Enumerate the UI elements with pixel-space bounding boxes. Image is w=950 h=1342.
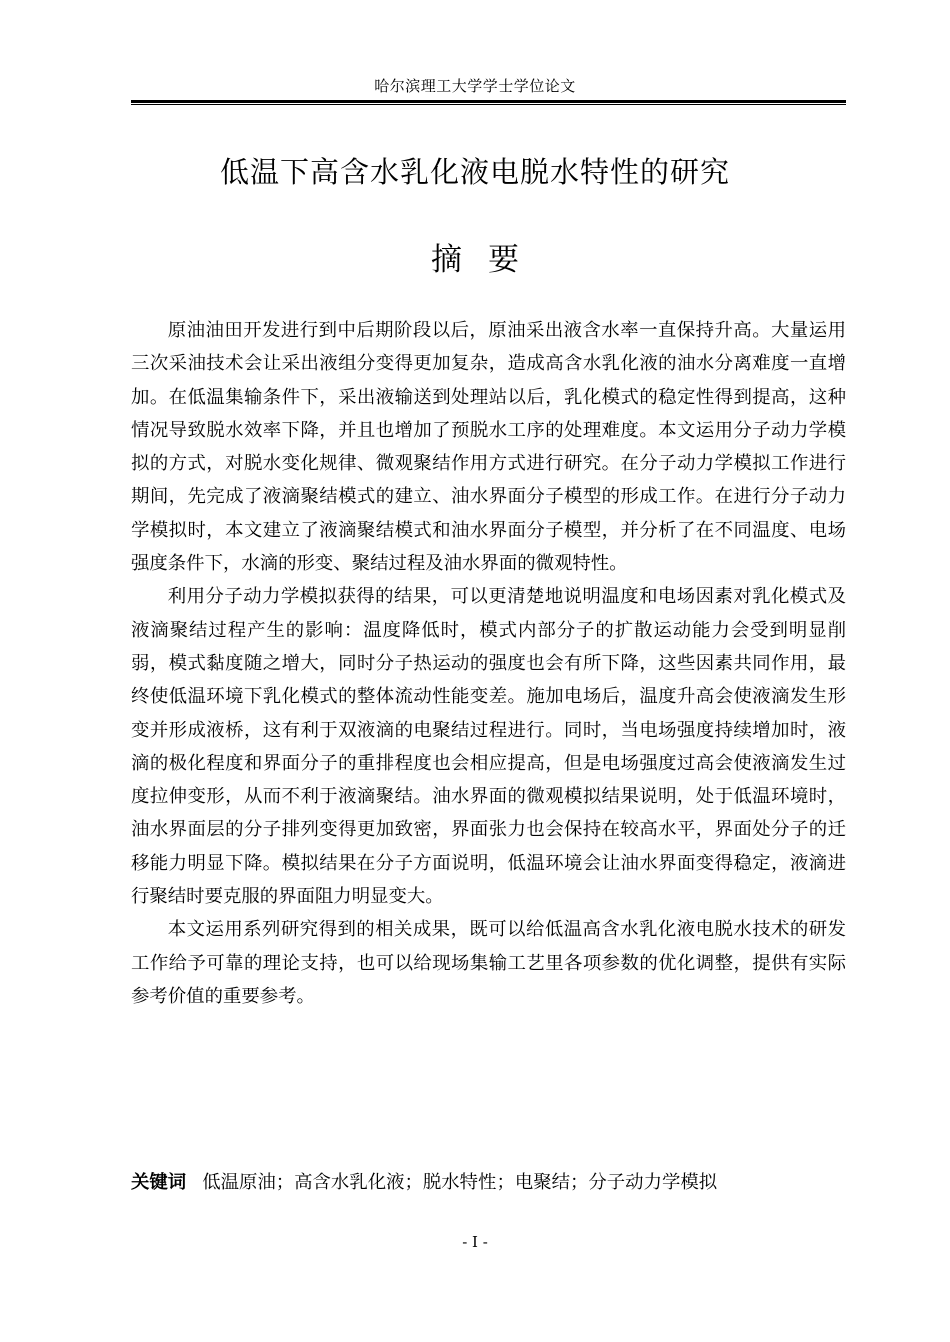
running-header: 哈尔滨理工大学学士学位论文	[374, 77, 576, 95]
abstract-body	[131, 314, 846, 1013]
keywords-list: 低温原油；高含水乳化液；脱水特性；电聚结；分子动力学模拟	[202, 1172, 718, 1193]
header-rule-thick	[131, 100, 846, 103]
abstract-paragraph-3: 本文运用系列研究得到的相关成果，既可以给低温高含水乳化液电脱水技术的研发工作给予可靠的理论支持，也可以给现场集输工艺里各项参数的优化调整，提供有实际参考价值的重要参考。	[131, 919, 846, 1007]
page-number: - I -	[462, 1233, 488, 1251]
keywords-line	[131, 1166, 846, 1199]
thesis-title: 低温下高含水乳化液电脱水特性的研究	[219, 155, 730, 189]
abstract-heading: 摘要	[431, 242, 545, 278]
header-rule-thin	[131, 104, 846, 105]
abstract-paragraph-1: 原油油田开发进行到中后期阶段以后，原油采出液含水率一直保持升高。大量运用三次采油技术会让采出液组分变得更加复杂，造成高含水乳化液的油水分离难度一直增加。在低温集输条件下，采出液输送到处理站以后，乳化模式的稳定性得到提高，这种情况导致脱水效率下降，并且也增加了预脱水工序的处理难度。本文运用分子动力学模拟的方式，对脱水变化规律、微观聚结作用方式进行研究。在分子动力学模拟工作进行期间，先完成了液滴聚结模式的建立、油水界面分子模型的形成工作。在进行分子动力学模拟时，本文建立了液滴聚结模式和油水界面分子模型，并分析了在不同温度、电场强度条件下，水滴的形变、聚结过程及油水界面的微观特性。	[131, 320, 846, 575]
keywords-label: 关键词	[131, 1172, 187, 1193]
abstract-paragraph-2: 利用分子动力学模拟获得的结果，可以更清楚地说明温度和电场因素对乳化模式及液滴聚结过程产生的影响：温度降低时，模式内部分子的扩散运动能力会受到明显削弱，模式黏度随之增大，同时分子热运动的强度也会有所下降，这些因素共同作用，最终使低温环境下乳化模式的整体流动性能变差。施加电场后，温度升高会使液滴发生形变并形成液桥，这有利于双液滴的电聚结过程进行。同时，当电场强度持续增加时，液滴的极化程度和界面分子的重排程度也会相应提高，但是电场强度过高会使液滴发生过度拉伸变形，从而不利于液滴聚结。油水界面的微观模拟结果说明，处于低温环境时，油水界面层的分子排列变得更加致密，界面张力也会保持在较高水平，界面处分子的迁移能力明显下降。模拟结果在分子方面说明，低温环境会让油水界面变得稳定，液滴进行聚结时要克服的界面阻力明显变大。	[131, 586, 846, 908]
